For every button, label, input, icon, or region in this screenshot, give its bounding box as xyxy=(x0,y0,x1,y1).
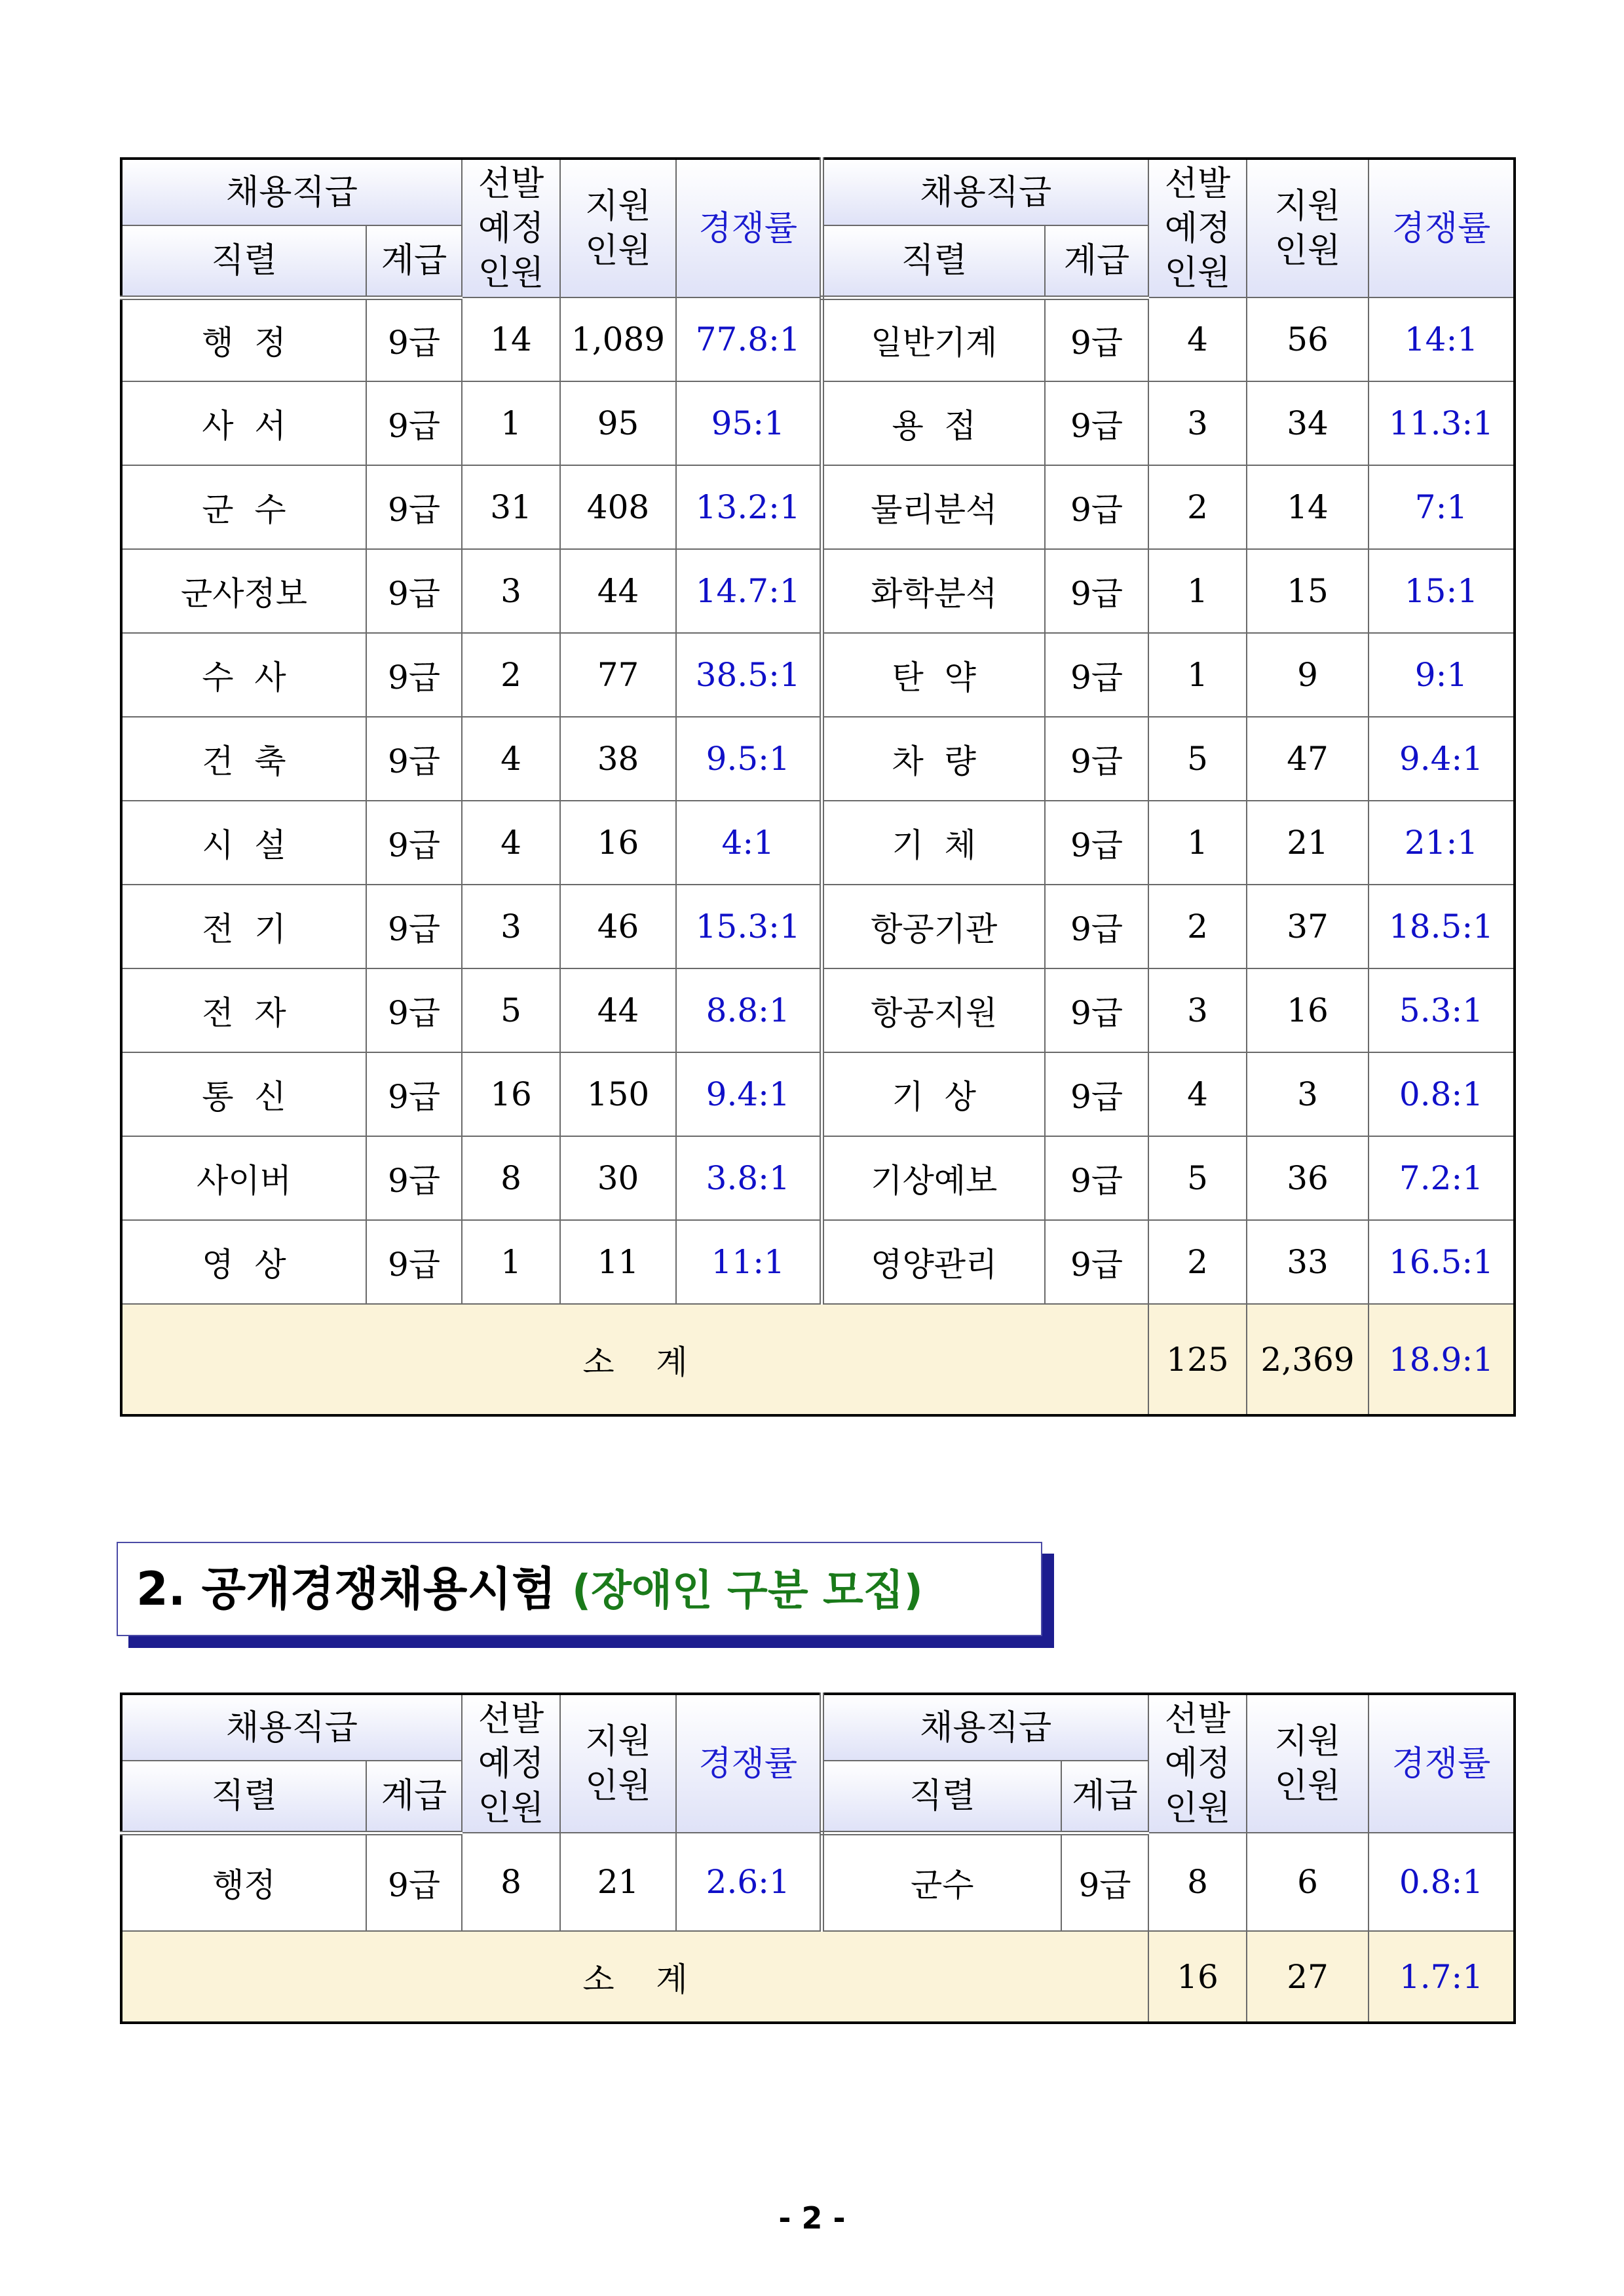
table-row xyxy=(121,465,1515,549)
cell-rate: 3.8:1 xyxy=(676,1136,821,1220)
cell-grade: 9급 xyxy=(366,885,462,968)
cell-series: 통 신 xyxy=(121,1052,366,1136)
cell-rate: 15:1 xyxy=(1369,549,1515,633)
subtotal-planned: 125 xyxy=(1148,1304,1247,1415)
subtotal-applicants: 27 xyxy=(1247,1931,1369,2023)
cell-series: 군사정보 xyxy=(121,549,366,633)
cell-planned: 3 xyxy=(462,885,560,968)
cell-applicants: 36 xyxy=(1247,1136,1369,1220)
cell-grade: 9급 xyxy=(1045,801,1148,885)
subtotal-rate: 1.7:1 xyxy=(1369,1931,1515,2023)
cell-rate: 11:1 xyxy=(676,1220,821,1304)
cell-grade: 9급 xyxy=(366,549,462,633)
cell-applicants: 44 xyxy=(560,549,676,633)
cell-applicants: 6 xyxy=(1247,1833,1369,1931)
section-title-sub: (장애인 구분 모집) xyxy=(572,1567,923,1615)
header-grade: 계급 xyxy=(366,1761,462,1833)
cell-planned: 4 xyxy=(1148,1052,1247,1136)
cell-grade: 9급 xyxy=(1045,968,1148,1052)
cell-planned: 3 xyxy=(1148,968,1247,1052)
header-grade: 계급 xyxy=(1061,1761,1148,1833)
header-job-title: 채용직급 xyxy=(821,1694,1148,1761)
subtotal-label: 소 계 xyxy=(121,1304,1148,1415)
cell-series: 전 기 xyxy=(121,885,366,968)
section-title xyxy=(117,1542,1042,1636)
cell-planned: 4 xyxy=(1148,297,1247,381)
subtotal-applicants: 2,369 xyxy=(1247,1304,1369,1415)
cell-series: 시 설 xyxy=(121,801,366,885)
cell-grade: 9급 xyxy=(366,465,462,549)
cell-rate: 8.8:1 xyxy=(676,968,821,1052)
cell-applicants: 11 xyxy=(560,1220,676,1304)
cell-series: 기상예보 xyxy=(821,1136,1045,1220)
cell-rate: 9:1 xyxy=(1369,633,1515,717)
cell-planned: 8 xyxy=(462,1833,560,1931)
cell-applicants: 14 xyxy=(1247,465,1369,549)
cell-rate: 2.6:1 xyxy=(676,1833,821,1931)
cell-planned: 3 xyxy=(1148,381,1247,465)
section-title-main: 2. 공개경쟁채용시험 xyxy=(136,1562,556,1616)
cell-series: 일반기계 xyxy=(821,297,1045,381)
cell-grade: 9급 xyxy=(1045,381,1148,465)
cell-grade: 9급 xyxy=(1045,885,1148,968)
cell-planned: 8 xyxy=(1148,1833,1247,1931)
cell-series: 사 서 xyxy=(121,381,366,465)
cell-applicants: 37 xyxy=(1247,885,1369,968)
cell-rate: 9.4:1 xyxy=(1369,717,1515,801)
header-series: 직렬 xyxy=(121,225,366,297)
cell-planned: 31 xyxy=(462,465,560,549)
cell-rate: 7.2:1 xyxy=(1369,1136,1515,1220)
cell-planned: 1 xyxy=(462,381,560,465)
cell-applicants: 44 xyxy=(560,968,676,1052)
cell-rate: 15.3:1 xyxy=(676,885,821,968)
cell-planned: 2 xyxy=(1148,885,1247,968)
cell-planned: 5 xyxy=(1148,717,1247,801)
cell-series: 수 사 xyxy=(121,633,366,717)
cell-planned: 2 xyxy=(1148,465,1247,549)
header-job-title: 채용직급 xyxy=(121,1694,462,1761)
cell-grade: 9급 xyxy=(366,1052,462,1136)
table-row xyxy=(121,885,1515,968)
header-planned: 선발 예정 인원 xyxy=(462,159,560,297)
cell-rate: 77.8:1 xyxy=(676,297,821,381)
cell-grade: 9급 xyxy=(1045,549,1148,633)
cell-applicants: 408 xyxy=(560,465,676,549)
cell-rate: 13.2:1 xyxy=(676,465,821,549)
disabled-recruitment-table xyxy=(120,1693,1516,2024)
cell-applicants: 47 xyxy=(1247,717,1369,801)
table-row xyxy=(121,549,1515,633)
cell-series: 행 정 xyxy=(121,297,366,381)
cell-rate: 14.7:1 xyxy=(676,549,821,633)
cell-grade: 9급 xyxy=(1045,297,1148,381)
header-applicants: 지원 인원 xyxy=(1247,1694,1369,1833)
cell-grade: 9급 xyxy=(366,717,462,801)
cell-rate: 9.4:1 xyxy=(676,1052,821,1136)
cell-series: 영 상 xyxy=(121,1220,366,1304)
header-grade: 계급 xyxy=(366,225,462,297)
header-applicants: 지원 인원 xyxy=(1247,159,1369,297)
cell-series: 항공지원 xyxy=(821,968,1045,1052)
table-header-row xyxy=(121,1694,1515,1761)
cell-applicants: 56 xyxy=(1247,297,1369,381)
cell-series: 용 접 xyxy=(821,381,1045,465)
cell-series: 차 량 xyxy=(821,717,1045,801)
cell-applicants: 77 xyxy=(560,633,676,717)
cell-rate: 21:1 xyxy=(1369,801,1515,885)
cell-grade: 9급 xyxy=(1045,633,1148,717)
cell-planned: 1 xyxy=(1148,549,1247,633)
cell-grade: 9급 xyxy=(366,968,462,1052)
cell-series: 기 상 xyxy=(821,1052,1045,1136)
cell-rate: 0.8:1 xyxy=(1369,1052,1515,1136)
cell-series: 행정 xyxy=(121,1833,366,1931)
cell-applicants: 46 xyxy=(560,885,676,968)
cell-rate: 5.3:1 xyxy=(1369,968,1515,1052)
cell-series: 영양관리 xyxy=(821,1220,1045,1304)
header-applicants: 지원 인원 xyxy=(560,1694,676,1833)
subtotal-label: 소 계 xyxy=(121,1931,1148,2023)
cell-rate: 16.5:1 xyxy=(1369,1220,1515,1304)
cell-series: 사이버 xyxy=(121,1136,366,1220)
table-row xyxy=(121,1833,1515,1931)
table-row xyxy=(121,968,1515,1052)
header-rate: 경쟁률 xyxy=(676,159,821,297)
table-row xyxy=(121,801,1515,885)
header-job-title: 채용직급 xyxy=(121,159,462,225)
cell-grade: 9급 xyxy=(366,1220,462,1304)
cell-series: 군수 xyxy=(821,1833,1061,1931)
header-planned: 선발 예정 인원 xyxy=(1148,1694,1247,1833)
header-series: 직렬 xyxy=(821,225,1045,297)
header-rate: 경쟁률 xyxy=(676,1694,821,1833)
cell-series: 전 자 xyxy=(121,968,366,1052)
header-grade: 계급 xyxy=(1045,225,1148,297)
table-row xyxy=(121,717,1515,801)
cell-applicants: 9 xyxy=(1247,633,1369,717)
cell-grade: 9급 xyxy=(366,1136,462,1220)
cell-applicants: 95 xyxy=(560,381,676,465)
cell-applicants: 30 xyxy=(560,1136,676,1220)
cell-planned: 1 xyxy=(1148,633,1247,717)
header-rate: 경쟁률 xyxy=(1369,1694,1515,1833)
cell-grade: 9급 xyxy=(1045,1220,1148,1304)
cell-rate: 7:1 xyxy=(1369,465,1515,549)
subtotal-row xyxy=(121,1931,1515,2023)
cell-grade: 9급 xyxy=(1045,465,1148,549)
cell-applicants: 33 xyxy=(1247,1220,1369,1304)
table-row xyxy=(121,1136,1515,1220)
cell-grade: 9급 xyxy=(366,1833,462,1931)
header-rate: 경쟁률 xyxy=(1369,159,1515,297)
cell-rate: 14:1 xyxy=(1369,297,1515,381)
cell-applicants: 16 xyxy=(1247,968,1369,1052)
cell-series: 군 수 xyxy=(121,465,366,549)
table-row xyxy=(121,297,1515,381)
cell-rate: 9.5:1 xyxy=(676,717,821,801)
header-series: 직렬 xyxy=(121,1761,366,1833)
header-planned: 선발 예정 인원 xyxy=(462,1694,560,1833)
recruitment-table xyxy=(120,157,1516,1417)
cell-applicants: 15 xyxy=(1247,549,1369,633)
cell-applicants: 21 xyxy=(1247,801,1369,885)
header-series: 직렬 xyxy=(821,1761,1061,1833)
cell-applicants: 38 xyxy=(560,717,676,801)
cell-planned: 16 xyxy=(462,1052,560,1136)
table-row xyxy=(121,1220,1515,1304)
header-planned: 선발 예정 인원 xyxy=(1148,159,1247,297)
cell-planned: 1 xyxy=(1148,801,1247,885)
header-applicants: 지원 인원 xyxy=(560,159,676,297)
cell-series: 건 축 xyxy=(121,717,366,801)
cell-rate: 95:1 xyxy=(676,381,821,465)
cell-planned: 14 xyxy=(462,297,560,381)
cell-rate: 0.8:1 xyxy=(1369,1833,1515,1931)
cell-series: 물리분석 xyxy=(821,465,1045,549)
cell-planned: 4 xyxy=(462,801,560,885)
cell-planned: 3 xyxy=(462,549,560,633)
cell-grade: 9급 xyxy=(1061,1833,1148,1931)
cell-rate: 18.5:1 xyxy=(1369,885,1515,968)
cell-grade: 9급 xyxy=(1045,1136,1148,1220)
cell-grade: 9급 xyxy=(1045,717,1148,801)
cell-series: 탄 약 xyxy=(821,633,1045,717)
cell-grade: 9급 xyxy=(1045,1052,1148,1136)
cell-grade: 9급 xyxy=(366,801,462,885)
cell-planned: 2 xyxy=(462,633,560,717)
cell-grade: 9급 xyxy=(366,297,462,381)
subtotal-row xyxy=(121,1304,1515,1415)
cell-applicants: 1,089 xyxy=(560,297,676,381)
cell-grade: 9급 xyxy=(366,381,462,465)
cell-planned: 2 xyxy=(1148,1220,1247,1304)
cell-applicants: 150 xyxy=(560,1052,676,1136)
cell-planned: 5 xyxy=(462,968,560,1052)
cell-planned: 4 xyxy=(462,717,560,801)
cell-rate: 38.5:1 xyxy=(676,633,821,717)
cell-applicants: 16 xyxy=(560,801,676,885)
table-row xyxy=(121,1052,1515,1136)
cell-series: 화학분석 xyxy=(821,549,1045,633)
table-row xyxy=(121,633,1515,717)
cell-rate: 4:1 xyxy=(676,801,821,885)
page-number: - 2 - xyxy=(778,2200,846,2236)
cell-grade: 9급 xyxy=(366,633,462,717)
cell-applicants: 21 xyxy=(560,1833,676,1931)
cell-series: 항공기관 xyxy=(821,885,1045,968)
table-row xyxy=(121,381,1515,465)
table-header-row xyxy=(121,159,1515,225)
cell-rate: 11.3:1 xyxy=(1369,381,1515,465)
subtotal-rate: 18.9:1 xyxy=(1369,1304,1515,1415)
cell-applicants: 3 xyxy=(1247,1052,1369,1136)
cell-planned: 5 xyxy=(1148,1136,1247,1220)
cell-planned: 1 xyxy=(462,1220,560,1304)
cell-planned: 8 xyxy=(462,1136,560,1220)
cell-series: 기 체 xyxy=(821,801,1045,885)
cell-applicants: 34 xyxy=(1247,381,1369,465)
subtotal-planned: 16 xyxy=(1148,1931,1247,2023)
header-job-title: 채용직급 xyxy=(821,159,1148,225)
